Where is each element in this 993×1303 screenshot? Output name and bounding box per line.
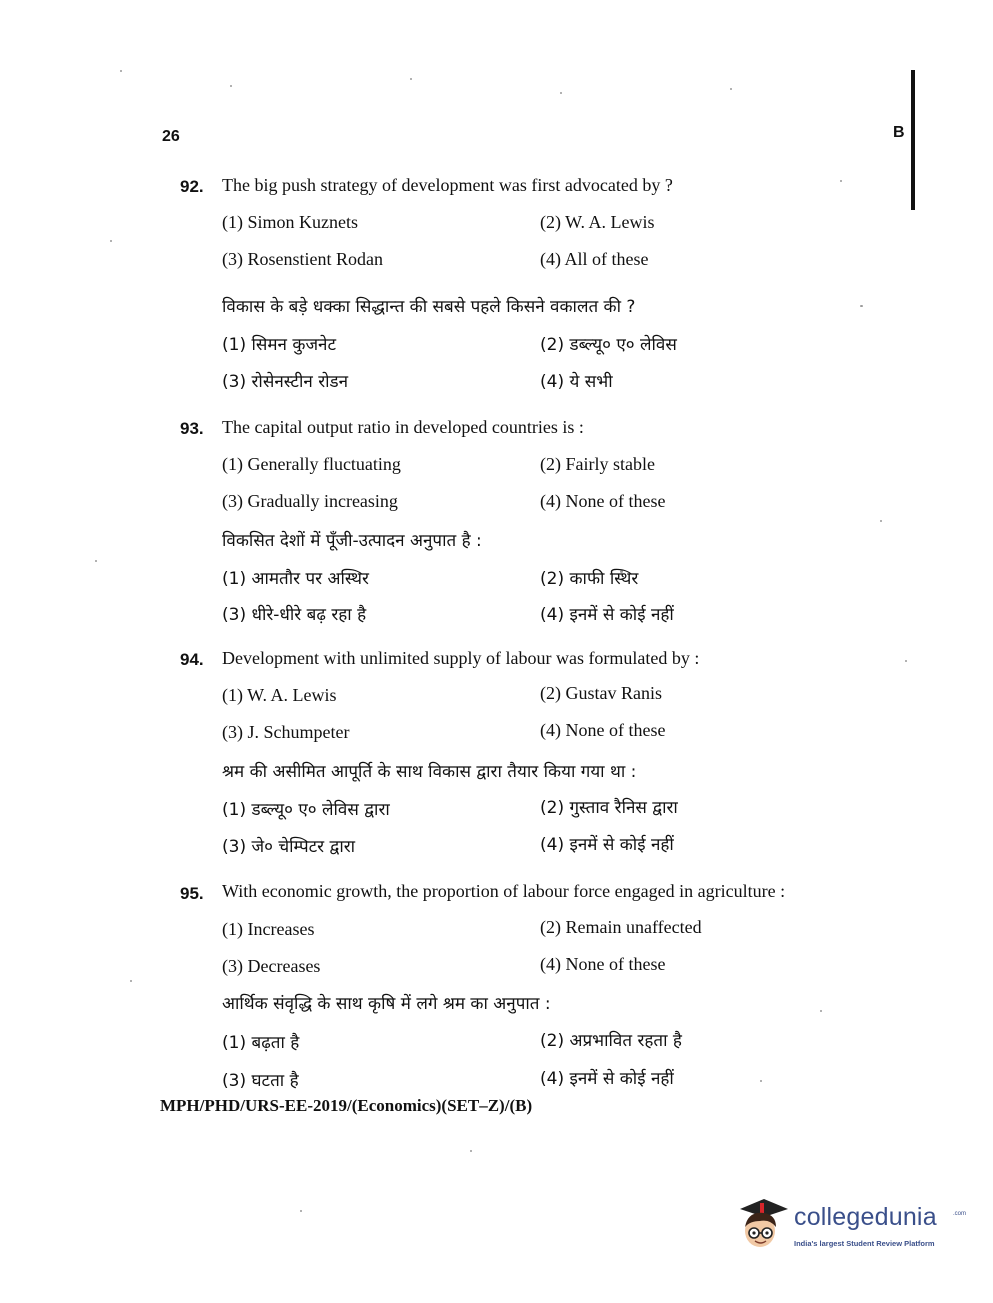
option-hi-1: (1) आमतौर पर अस्थिर xyxy=(222,569,369,589)
option-en-4: (4) None of these xyxy=(540,491,666,511)
option-hi-4: (4) इनमें से कोई नहीं xyxy=(540,1069,674,1089)
page-number: 26 xyxy=(162,128,180,145)
brand-name: collegedunia xyxy=(794,1203,937,1231)
option-en-2: (2) Remain unaffected xyxy=(540,917,702,937)
option-hi-1: (1) डब्ल्यू० ए० लेविस द्वारा xyxy=(222,800,390,820)
question-text-hi: आर्थिक संवृद्धि के साथ कृषि में लगे श्रम का अनुपात : xyxy=(222,994,551,1014)
option-en-2: (2) Fairly stable xyxy=(540,454,655,474)
question-text-hi: श्रम की असीमित आपूर्ति के साथ विकास द्वारा तैयार किया गया था : xyxy=(222,762,637,782)
option-hi-2: (2) गुस्ताव रैनिस द्वारा xyxy=(540,798,678,818)
option-hi-3: (3) घटता है xyxy=(222,1071,299,1091)
option-en-1: (1) Generally fluctuating xyxy=(222,454,401,474)
option-en-3: (3) Gradually increasing xyxy=(222,491,398,511)
option-en-4: (4) None of these xyxy=(540,720,666,740)
margin-rule xyxy=(911,70,915,210)
question-number: 92. xyxy=(180,177,204,196)
brand-dotcom: .com xyxy=(953,1211,967,1217)
option-hi-4: (4) ये सभी xyxy=(540,372,613,392)
option-hi-1: (1) बढ़ता है xyxy=(222,1033,300,1053)
question-text-en: Development with unlimited supply of labour was formulated by : xyxy=(222,648,700,668)
brand-tagline: India's largest Student Review Platform xyxy=(794,1239,935,1248)
option-hi-3: (3) जे० चेम्पिटर द्वारा xyxy=(222,837,356,857)
option-hi-3: (3) धीरे-धीरे बढ़ रहा है xyxy=(222,605,367,625)
collegedunia-watermark xyxy=(734,1195,967,1265)
option-en-1: (1) Increases xyxy=(222,919,315,939)
mascot-logo-icon xyxy=(734,1195,794,1261)
option-hi-4: (4) इनमें से कोई नहीं xyxy=(540,835,674,855)
option-en-2: (2) W. A. Lewis xyxy=(540,212,655,232)
option-en-1: (1) Simon Kuznets xyxy=(222,212,358,232)
option-hi-2: (2) अप्रभावित रहता है xyxy=(540,1031,682,1051)
paper-code: MPH/PHD/URS-EE-2019/(Economics)(SET–Z)/(B) xyxy=(160,1096,533,1115)
option-en-3: (3) Decreases xyxy=(222,956,321,976)
question-text-en: The big push strategy of development was first advocated by ? xyxy=(222,175,673,195)
option-en-4: (4) None of these xyxy=(540,954,666,974)
question-number: 93. xyxy=(180,419,204,438)
option-en-2: (2) Gustav Ranis xyxy=(540,683,662,703)
option-en-4: (4) All of these xyxy=(540,249,649,269)
question-text-hi: विकसित देशों में पूँजी-उत्पादन अनुपात है : xyxy=(222,531,482,551)
option-hi-3: (3) रोसेनस्टीन रोडन xyxy=(222,372,349,392)
option-en-3: (3) Rosenstient Rodan xyxy=(222,249,383,269)
question-text-en: The capital output ratio in developed countries is : xyxy=(222,417,584,437)
set-mark: B xyxy=(893,124,905,141)
option-hi-2: (2) काफी स्थिर xyxy=(540,569,639,589)
option-hi-4: (4) इनमें से कोई नहीं xyxy=(540,605,674,625)
question-number: 94. xyxy=(180,650,204,669)
option-hi-1: (1) सिमन कुजनेट xyxy=(222,335,337,355)
question-number: 95. xyxy=(180,884,204,903)
question-text-hi: विकास के बड़े धक्का सिद्धान्त की सबसे पहले किसने वकालत की ? xyxy=(222,297,636,317)
option-hi-2: (2) डब्ल्यू० ए० लेविस xyxy=(540,335,677,355)
question-text-en: With economic growth, the proportion of labour force engaged in agriculture : xyxy=(222,881,786,901)
option-en-3: (3) J. Schumpeter xyxy=(222,722,350,742)
option-en-1: (1) W. A. Lewis xyxy=(222,685,337,705)
